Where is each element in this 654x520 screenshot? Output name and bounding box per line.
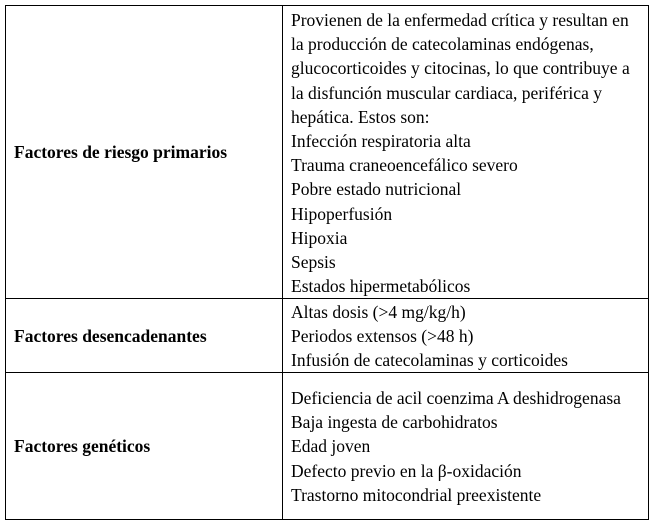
row-content-genetic bbox=[283, 373, 649, 520]
list-item: Deficiencia de acil coenzima A deshidrogenasa bbox=[291, 387, 621, 408]
primary-description: Provienen de la enfermedad crítica y resultan en la producción de catecolaminas endógenas, glucocorticoides y citocinas, lo que contribuye a la disfunción muscular cardiaca, periférica y hepática. Estos son: bbox=[291, 10, 630, 127]
list-item: Sepsis bbox=[291, 252, 336, 273]
list-item: Infección respiratoria alta bbox=[291, 131, 471, 152]
list-item: Trastorno mitocondrial preexistente bbox=[291, 484, 542, 505]
list-item: Infusión de catecolaminas y corticoides bbox=[291, 350, 568, 371]
list-item: Hipoxia bbox=[291, 227, 348, 248]
list-item: Trauma craneoencefálico severo bbox=[291, 155, 518, 176]
list-item: Estados hipermetabólicos bbox=[291, 276, 471, 297]
table-row-genetic bbox=[6, 373, 649, 520]
table-row-primary bbox=[6, 6, 649, 299]
row-label-genetic: Factores genéticos bbox=[6, 373, 283, 520]
list-item: Pobre estado nutricional bbox=[291, 179, 462, 200]
risk-factors-table bbox=[5, 5, 649, 520]
list-item: Defecto previo en la β-oxidación bbox=[291, 460, 522, 481]
row-content-triggers bbox=[283, 299, 649, 373]
list-item: Altas dosis (>4 mg/kg/h) bbox=[291, 301, 466, 322]
list-item: Baja ingesta de carbohidratos bbox=[291, 412, 498, 433]
list-item: Periodos extensos (>48 h) bbox=[291, 325, 474, 346]
row-content-primary bbox=[283, 6, 649, 299]
list-item: Hipoperfusión bbox=[291, 203, 393, 224]
row-label-primary: Factores de riesgo primarios bbox=[6, 6, 283, 299]
row-label-triggers: Factores desencadenantes bbox=[6, 299, 283, 373]
table-row-triggers bbox=[6, 299, 649, 373]
list-item: Edad joven bbox=[291, 436, 371, 457]
